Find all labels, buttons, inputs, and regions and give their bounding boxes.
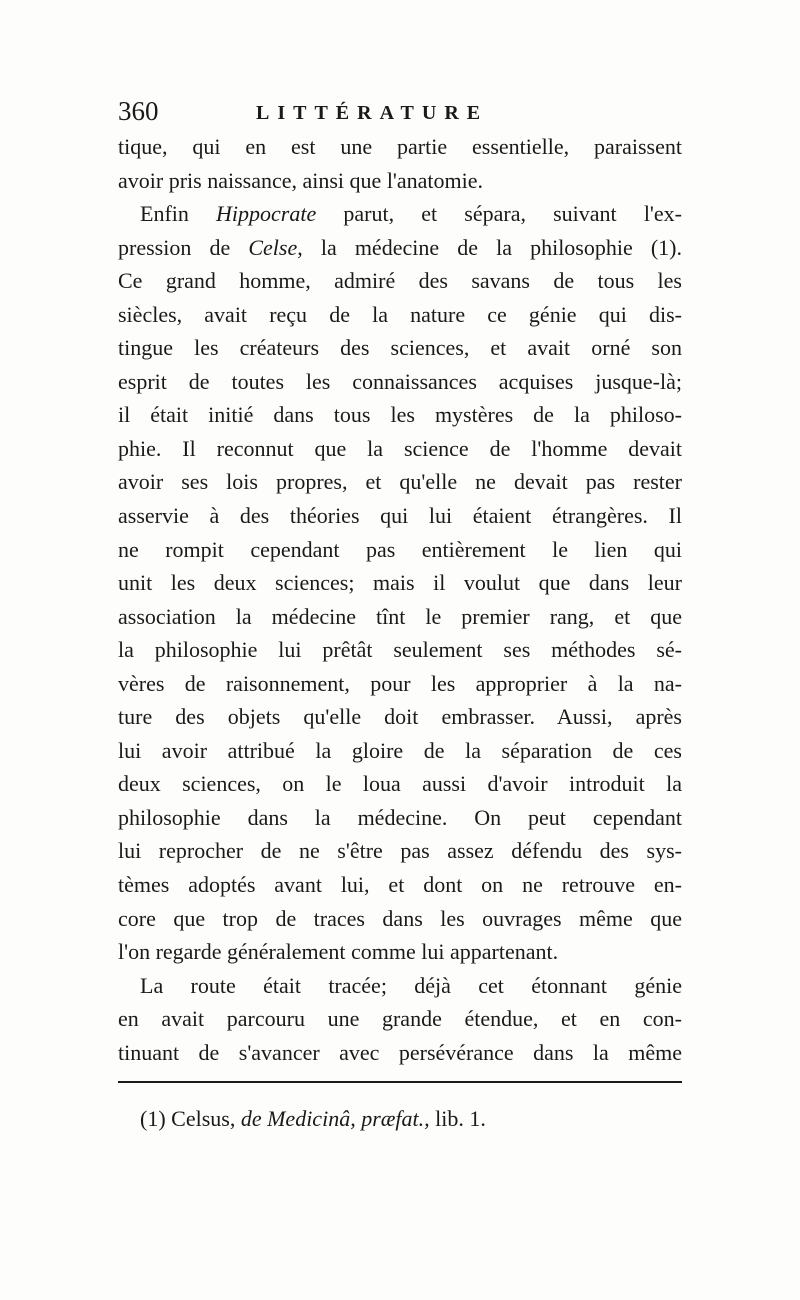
text-line: philosophie dans la médecine. On peut cependant [118, 804, 682, 830]
text-line: siècles, avait reçu de la nature ce génie qui dis- [118, 301, 682, 327]
text-line: tingue les créateurs des sciences, et avait orné son [118, 335, 682, 361]
footnote-ref: lib. 1. [435, 1106, 486, 1131]
text-line: tinuant de s'avancer avec persévérance dans la même [118, 1039, 682, 1065]
page-number: 360 [118, 96, 159, 126]
text-line: esprit de toutes les connaissances acquises jusque-là; [118, 368, 682, 394]
running-head: LITTÉRATURE [256, 102, 489, 124]
text-line: asservie à des théories qui lui étaient étrangères. Il [118, 503, 682, 529]
text-line: avoir pris naissance, ainsi que l'anatomie. [118, 167, 484, 193]
text-line: Ce grand homme, admiré des savans de tous les [118, 268, 682, 294]
text-line: tique, qui en est une partie essentielle, paraissent [118, 134, 682, 159]
text-line: La route était tracée; déjà cet étonnant génie [140, 972, 682, 998]
text-line: ne rompit cependant pas entièrement le lien qui [118, 536, 682, 562]
text-line: avoir ses lois propres, et qu'elle ne devait pas rester [118, 469, 682, 495]
footnote-author: Celsus, [171, 1106, 236, 1131]
text-line: lui avoir attribué la gloire de la séparation de ces [118, 737, 682, 763]
footnote-marker: (1) [140, 1106, 166, 1131]
footnote-rule [118, 1081, 682, 1083]
text-line: unit les deux sciences; mais il voulut que dans leur [118, 570, 682, 596]
text-line: lui reprocher de ne s'être pas assez défendu des sys- [118, 838, 682, 864]
text-line: l'on regarde généralement comme lui appartenant. [118, 939, 559, 965]
text-line: association la médecine tînt le premier rang, et que [118, 603, 682, 629]
text-line: tèmes adoptés avant lui, et dont on ne retrouve en- [118, 872, 682, 898]
text-line: vères de raisonnement, pour les approprier à la na- [118, 670, 682, 696]
footnote [140, 1106, 680, 1132]
text-line: la philosophie lui prêtât seulement ses méthodes sé- [118, 637, 682, 663]
text-line: il était initié dans tous les mystères de la philoso- [118, 402, 682, 428]
text-line: phie. Il reconnut que la science de l'homme devait [118, 435, 682, 461]
text-line: en avait parcouru une grande étendue, et en con- [118, 1006, 682, 1032]
text-line: deux sciences, on le loua aussi d'avoir introduit la [118, 771, 682, 797]
text-line: core que trop de traces dans les ouvrages même que [118, 905, 682, 931]
text-line: Enfin Hippocrate parut, et sépara, suivant l'ex- [140, 201, 682, 227]
body-text [118, 130, 682, 1069]
text-line: ture des objets qu'elle doit embrasser. Aussi, après [118, 704, 682, 730]
footnote-title: de Medicinâ, præfat., [240, 1106, 430, 1131]
text-line: pression de Celse, la médecine de la philosophie (1). [118, 234, 683, 260]
